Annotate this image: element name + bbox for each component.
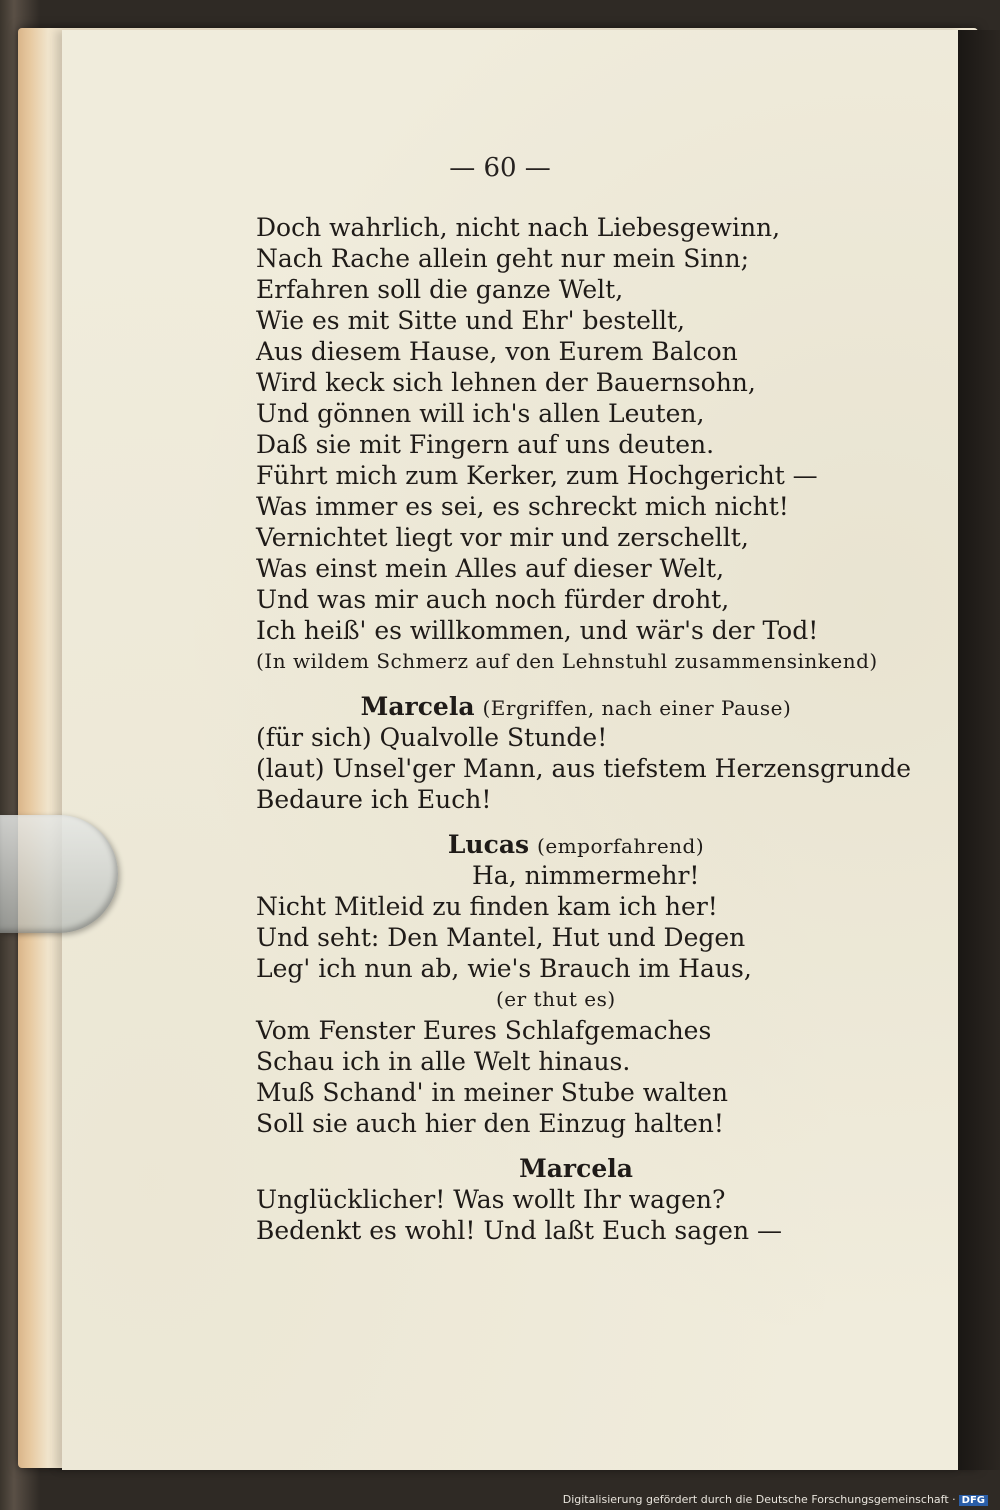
verse-line: Vernichtet liegt vor mir und zerschellt, [256, 523, 749, 552]
page-clip [0, 815, 118, 933]
stage-direction: (In wildem Schmerz auf den Lehnstuhl zusammensinkend) [256, 649, 878, 673]
verse-line: Wie es mit Sitte und Ehr' bestellt, [256, 306, 685, 335]
verse-line: Und gönnen will ich's allen Leuten, [256, 399, 705, 428]
footer-text: Digitalisierung gefördert durch die Deutsche Forschungsgemeinschaft · [562, 1493, 956, 1506]
speaker-name: Lucas [447, 830, 530, 859]
speaker-heading [256, 1153, 896, 1184]
verse-line: Führt mich zum Kerker, zum Hochgericht — [256, 461, 818, 490]
verse-line: Bedenkt es wohl! Und laßt Euch sagen — [256, 1216, 783, 1245]
verse-line: Leg' ich nun ab, wie's Brauch im Haus, [256, 954, 752, 983]
footer-credit [563, 1493, 988, 1506]
verse-line: Nicht Mitleid zu finden kam ich her! [256, 892, 718, 921]
verse-line: Vom Fenster Eures Schlafgemaches [256, 1016, 712, 1045]
verse-line: (laut) Unsel'ger Mann, aus tiefstem Herzensgrunde [256, 754, 912, 783]
stage-direction: (emporfahrend) [537, 834, 705, 858]
verse-line: Und was mir auch noch fürder droht, [256, 585, 730, 614]
verse-line: (für sich) Qualvolle Stunde! [256, 723, 608, 752]
stage-direction: (Ergriffen, nach einer Pause) [482, 696, 792, 720]
verse-line: Was immer es sei, es schreckt mich nicht! [256, 492, 789, 521]
verse-line: Schau ich in alle Welt hinaus. [256, 1047, 631, 1076]
verse-line: Ha, nimmermehr! [472, 861, 700, 890]
speaker-name: Marcela [519, 1154, 633, 1183]
verse-line: Wird keck sich lehnen der Bauernsohn, [256, 368, 756, 397]
verse-line: Und seht: Den Mantel, Hut und Degen [256, 923, 746, 952]
verse-line: Nach Rache allein geht nur mein Sinn; [256, 244, 749, 273]
verse-line: Erfahren soll die ganze Welt, [256, 275, 624, 304]
verse-line: Muß Schand' in meiner Stube walten [256, 1078, 728, 1107]
page-number: — 60 — [449, 153, 551, 183]
verse-line: Ich heiß' es willkommen, und wär's der Tod! [256, 616, 819, 645]
verse-line: Soll sie auch hier den Einzug halten! [256, 1109, 724, 1138]
verse-line: Was einst mein Alles auf dieser Welt, [256, 554, 725, 583]
stage-direction: (er thut es) [496, 987, 616, 1011]
verse-line: Aus diesem Hause, von Eurem Balcon [256, 337, 738, 366]
verse-line: Daß sie mit Fingern auf uns deuten. [256, 430, 715, 459]
speaker-heading [256, 829, 896, 860]
verse-text-block [256, 212, 912, 1246]
binding-shadow [958, 30, 1000, 1470]
verse-line: Bedaure ich Euch! [256, 785, 492, 814]
speaker-heading [256, 691, 896, 722]
verse-line: Unglücklicher! Was wollt Ihr wagen? [256, 1185, 726, 1214]
verse-line: Doch wahrlich, nicht nach Liebesgewinn, [256, 213, 781, 242]
dfg-logo: DFG [959, 1495, 988, 1506]
speaker-name: Marcela [360, 692, 475, 721]
